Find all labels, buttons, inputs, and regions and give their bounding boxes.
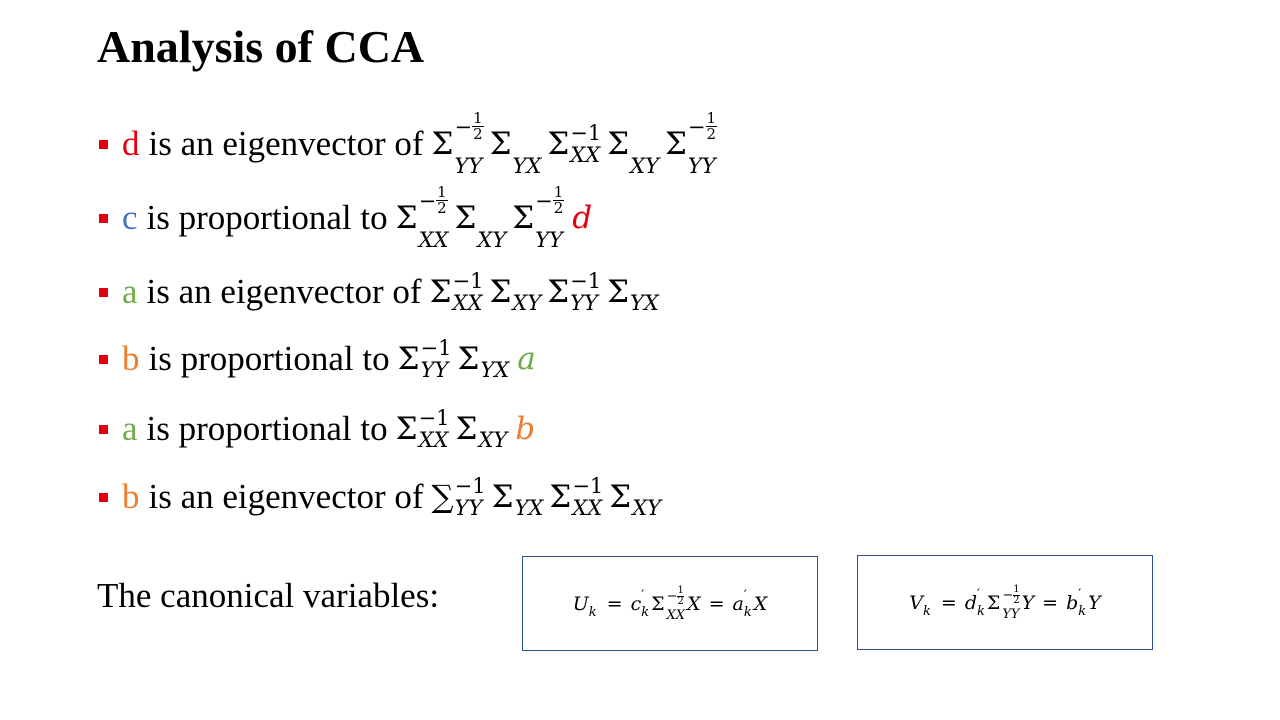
mid-variable: d [964,591,978,614]
numerator: 1 [473,109,483,127]
minus-sign: − [687,114,706,139]
script [977,588,985,618]
subscript: YX [512,154,542,178]
bullet-phrase: is proportional to [146,409,388,448]
minus-sign: − [1002,587,1014,603]
operand: Y [1021,591,1035,614]
sigma-symbol: Σ [429,274,452,310]
fraction [1013,585,1019,606]
sigma-symbol: Σ [651,592,665,615]
page-title: Analysis of CCA [97,21,425,72]
script [570,270,601,314]
equals-sign: = [940,591,957,614]
script [923,588,931,618]
sigma-symbol: Σ [431,126,454,162]
subscript: XY [632,496,662,520]
sigma-symbol: Σ [489,274,512,310]
bullet-phrase: is an eigenvector of [148,477,424,516]
operand: X [687,592,701,615]
bullet-item [99,399,1099,459]
prime-mark: ′ [1078,586,1082,602]
numerator: 1 [706,109,717,127]
subscript: k [641,604,650,620]
operand: Y [1088,591,1101,614]
subscript: YX [480,358,510,382]
superscript [688,111,717,142]
subscript: k [923,603,931,619]
lhs-symbol: V [909,591,924,614]
sigma-symbol: Σ [986,591,1001,614]
script [630,270,659,314]
sigma-symbol: Σ [665,126,687,162]
superscript: −1 [572,474,604,498]
equals-sign: = [606,592,623,615]
sigma-symbol: Σ [457,341,480,377]
sigma-symbol: Σ [609,479,632,515]
bullet-formula [430,270,665,314]
script [477,185,506,251]
subscript: k [1078,603,1087,619]
subscript: k [977,603,985,619]
bullet-item [99,329,1099,389]
bullet-item [99,467,1099,527]
sigma-symbol: Σ [395,411,418,447]
subscript: XY [478,428,508,452]
trailing-variable: a [517,341,536,377]
script [688,111,717,177]
u-formula [573,586,768,622]
subscript: YY [454,154,483,178]
subscript: YX [630,291,659,315]
subscript: YY [420,358,449,382]
script [419,407,450,451]
rhs-variable: b [1066,591,1079,614]
script [419,185,449,251]
denominator: 2 [473,125,483,143]
sigma-symbol: Σ [489,126,512,162]
denominator: 2 [1013,595,1020,606]
script [513,111,542,177]
prime-mark: ′ [743,587,747,603]
script [744,589,752,619]
sum-symbol: ∑ [431,479,454,515]
bullet-formula [432,475,668,519]
script [455,475,486,519]
subscript: XX [418,228,449,252]
sigma-symbol: Σ [547,126,570,162]
bullet-variable: a [122,409,138,448]
script [570,122,601,166]
canonical-variables-label: The canonical variables: [97,576,440,615]
bullet-variable: b [122,477,140,516]
bullet-variable: c [122,198,138,237]
sigma-symbol: Σ [397,341,420,377]
script [515,475,544,519]
subscript: YY [1002,606,1020,622]
sigma-symbol: Σ [491,479,514,515]
bullet-marker-icon [99,425,108,434]
script [632,475,661,519]
sigma-symbol: Σ [455,411,478,447]
minus-sign: − [418,188,437,213]
superscript: −1 [452,269,484,293]
bullet-phrase: is proportional to [146,198,388,237]
bullet-formula [432,111,724,177]
superscript [535,185,564,216]
bullet-marker-icon [99,288,108,297]
numerator: 1 [437,183,447,201]
lhs-symbol: U [572,592,589,615]
bullet-variable: b [122,339,140,378]
denominator: 2 [706,125,717,143]
bullet-formula [396,407,536,451]
minus-sign: − [454,114,473,139]
script [641,589,649,619]
script [667,586,686,622]
script [478,407,507,451]
script [572,475,603,519]
sigma-symbol: Σ [547,274,570,310]
sigma-symbol: Σ [607,126,630,162]
trailing-variable: b [515,411,536,447]
subscript: XY [630,154,659,178]
superscript: −1 [418,406,450,430]
subscript: k [588,604,597,620]
script [512,270,541,314]
numerator: 1 [677,585,684,596]
superscript: −1 [454,474,486,498]
superscript: −1 [420,336,452,360]
prime-mark: ′ [641,587,645,603]
u-formula-box [522,556,818,651]
superscript [667,586,686,608]
subscript: XX [666,607,686,623]
numerator: 1 [553,183,564,201]
bullet-variable: d [122,124,140,163]
fraction [553,185,565,216]
subscript: XY [477,228,507,252]
subscript: XX [452,291,483,315]
script [1002,585,1019,621]
mid-variable: c [630,592,642,615]
bullet-marker-icon [99,493,108,502]
sigma-symbol: Σ [549,479,572,515]
script [421,337,452,381]
sigma-symbol: Σ [454,200,477,236]
subscript: YY [454,496,483,520]
bullet-marker-icon [99,140,108,149]
subscript: YY [535,228,563,252]
fraction [706,111,718,142]
bullet-formula [396,185,593,251]
superscript: −1 [570,121,602,145]
superscript [1002,585,1019,607]
bullet-item [99,183,1099,252]
equals-sign: = [708,592,725,615]
subscript: YY [687,154,716,178]
bullet-item [99,262,1099,322]
rhs-variable: a [732,592,744,615]
equals-sign: = [1042,591,1059,614]
script [480,337,509,381]
sigma-symbol: Σ [395,200,418,236]
subscript: XY [512,291,542,315]
fraction [472,111,484,142]
script [1078,588,1086,618]
script [630,111,659,177]
bullet-item [99,109,1099,178]
fraction [436,185,448,216]
subscript: XX [572,496,603,520]
subscript: XX [418,428,449,452]
subscript: k [743,604,752,620]
fraction [677,586,683,607]
v-formula [909,585,1100,621]
subscript: YY [570,291,598,315]
bullet-formula [398,337,536,381]
script [454,111,483,177]
minus-sign: − [535,188,553,213]
bullet-phrase: is proportional to [148,339,390,378]
subscript: XX [570,143,601,167]
denominator: 2 [677,596,684,607]
denominator: 2 [553,199,564,217]
v-formula-box [857,555,1153,650]
subscript: YX [514,496,544,520]
minus-sign: − [666,588,678,604]
script [535,185,564,251]
bullet-phrase: is an eigenvector of [146,272,422,311]
bullet-marker-icon [99,355,108,364]
superscript [419,185,449,216]
trailing-variable: d [572,200,593,236]
bullet-variable: a [122,272,138,311]
bullet-phrase: is an eigenvector of [148,124,424,163]
denominator: 2 [437,199,447,217]
superscript [454,111,483,142]
script [453,270,484,314]
numerator: 1 [1013,584,1020,595]
script [589,589,597,619]
sigma-symbol: Σ [512,200,535,236]
sigma-symbol: Σ [607,274,630,310]
operand: X [753,592,768,615]
bullet-marker-icon [99,214,108,223]
prime-mark: ′ [977,586,980,602]
superscript: −1 [570,269,602,293]
